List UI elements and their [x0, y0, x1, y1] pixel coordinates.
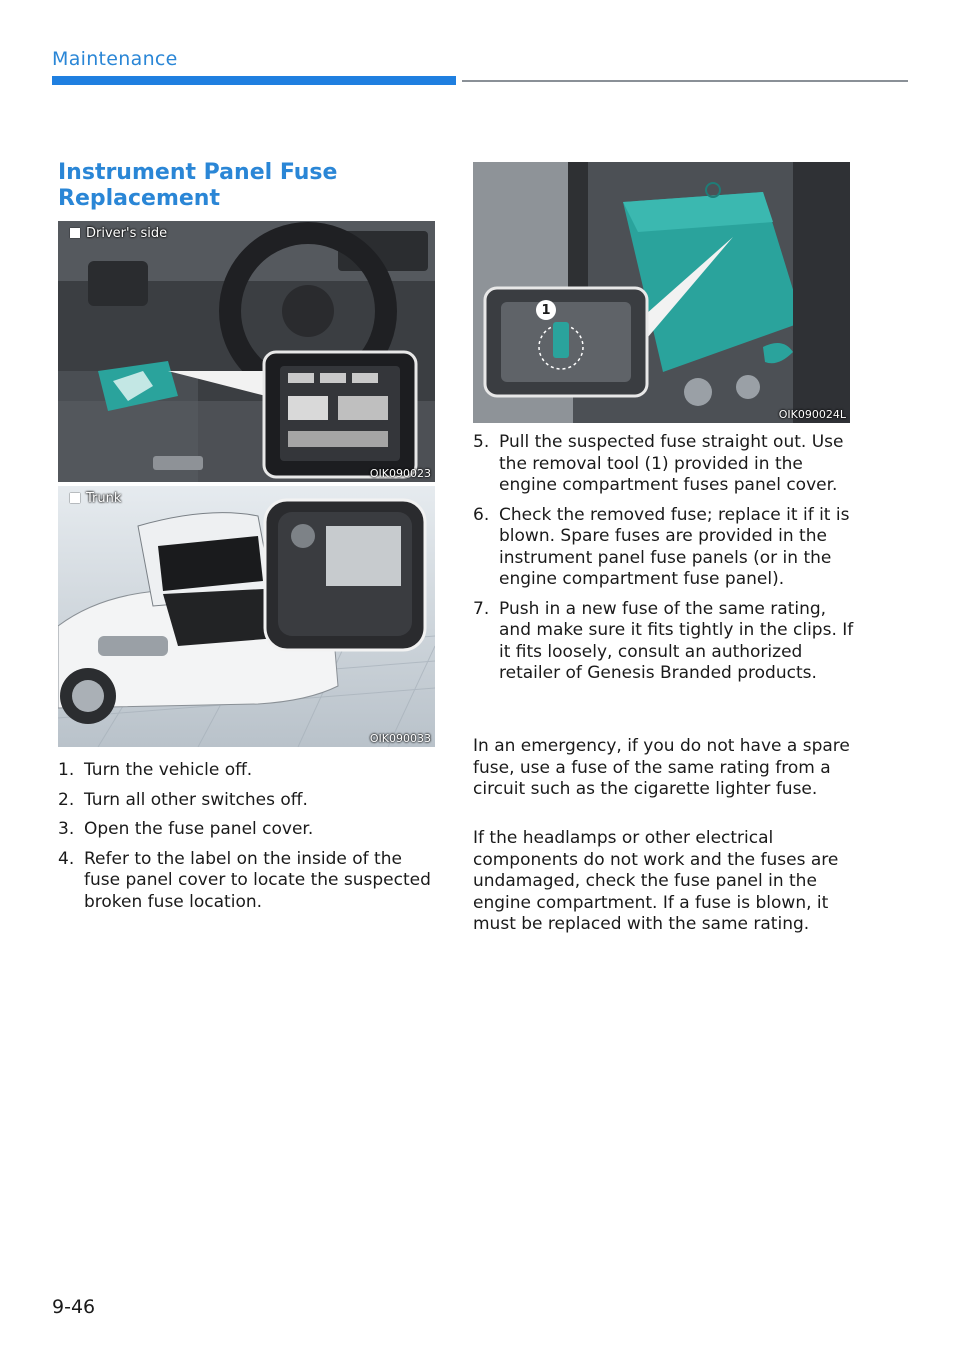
list-item: 5. Pull the suspected fuse straight out. Use the removal tool (1) provided in the engine compartment fuses panel cover. — [473, 432, 844, 495]
list-item: 4. Refer to the label on the inside of the fuse panel cover to locate the suspected broken fuse location. — [58, 848, 431, 912]
trunk-illustration — [58, 486, 435, 747]
emergency-paragraph: In an emergency, if you do not have a spare fuse, use a fuse of the same rating from a circuit such as the cigarette lighter fuse. — [473, 736, 850, 799]
figure-trunk — [58, 486, 435, 747]
list-item: 2. Turn all other switches off. — [58, 789, 308, 810]
figure-code: OIK090024L — [778, 408, 846, 421]
page-heading: Instrument Panel Fuse Replacement — [58, 160, 338, 211]
figure-code: OIK090033 — [369, 732, 431, 745]
header-rule — [462, 80, 908, 82]
figure-engine-compartment — [473, 162, 850, 423]
section-title: Maintenance — [52, 48, 178, 70]
drivers-side-illustration — [58, 221, 435, 482]
list-item: 6. Check the removed fuse; replace it if it is blown. Spare fuses are provided in the instrument panel fuse panels (or in the engine compartment fuse panel). — [473, 504, 850, 589]
steps-list-left — [58, 760, 436, 921]
caption-text: Driver's side — [86, 226, 168, 241]
page-number: 9-46 — [52, 1296, 96, 1318]
list-item: 7. Push in a new fuse of the same rating, and make sure it fits tightly in the clips. If it fits loosely, consult an authorized retailer of Genesis Branded products. — [473, 598, 854, 683]
headlamp-paragraph: If the headlamps or other electrical components do not work and the fuses are undamaged, check the fuse panel in the engine compartment. If a fuse is blown, it must be replaced with the same rating. — [473, 828, 839, 934]
callout-number: 1 — [541, 303, 551, 318]
figure-caption — [70, 226, 167, 241]
figure-caption — [70, 491, 121, 506]
square-bullet-icon — [70, 228, 80, 238]
caption-text: Trunk — [86, 491, 122, 506]
engine-compartment-illustration — [473, 162, 850, 423]
list-item: 3. Open the fuse panel cover. — [58, 819, 314, 839]
square-bullet-icon — [70, 493, 80, 503]
figure-drivers-side — [58, 221, 435, 482]
figure-code: OIK090023 — [369, 467, 431, 480]
steps-list-right — [473, 432, 855, 693]
list-item: 1. Turn the vehicle off. — [58, 760, 253, 780]
header-bar — [52, 76, 456, 85]
